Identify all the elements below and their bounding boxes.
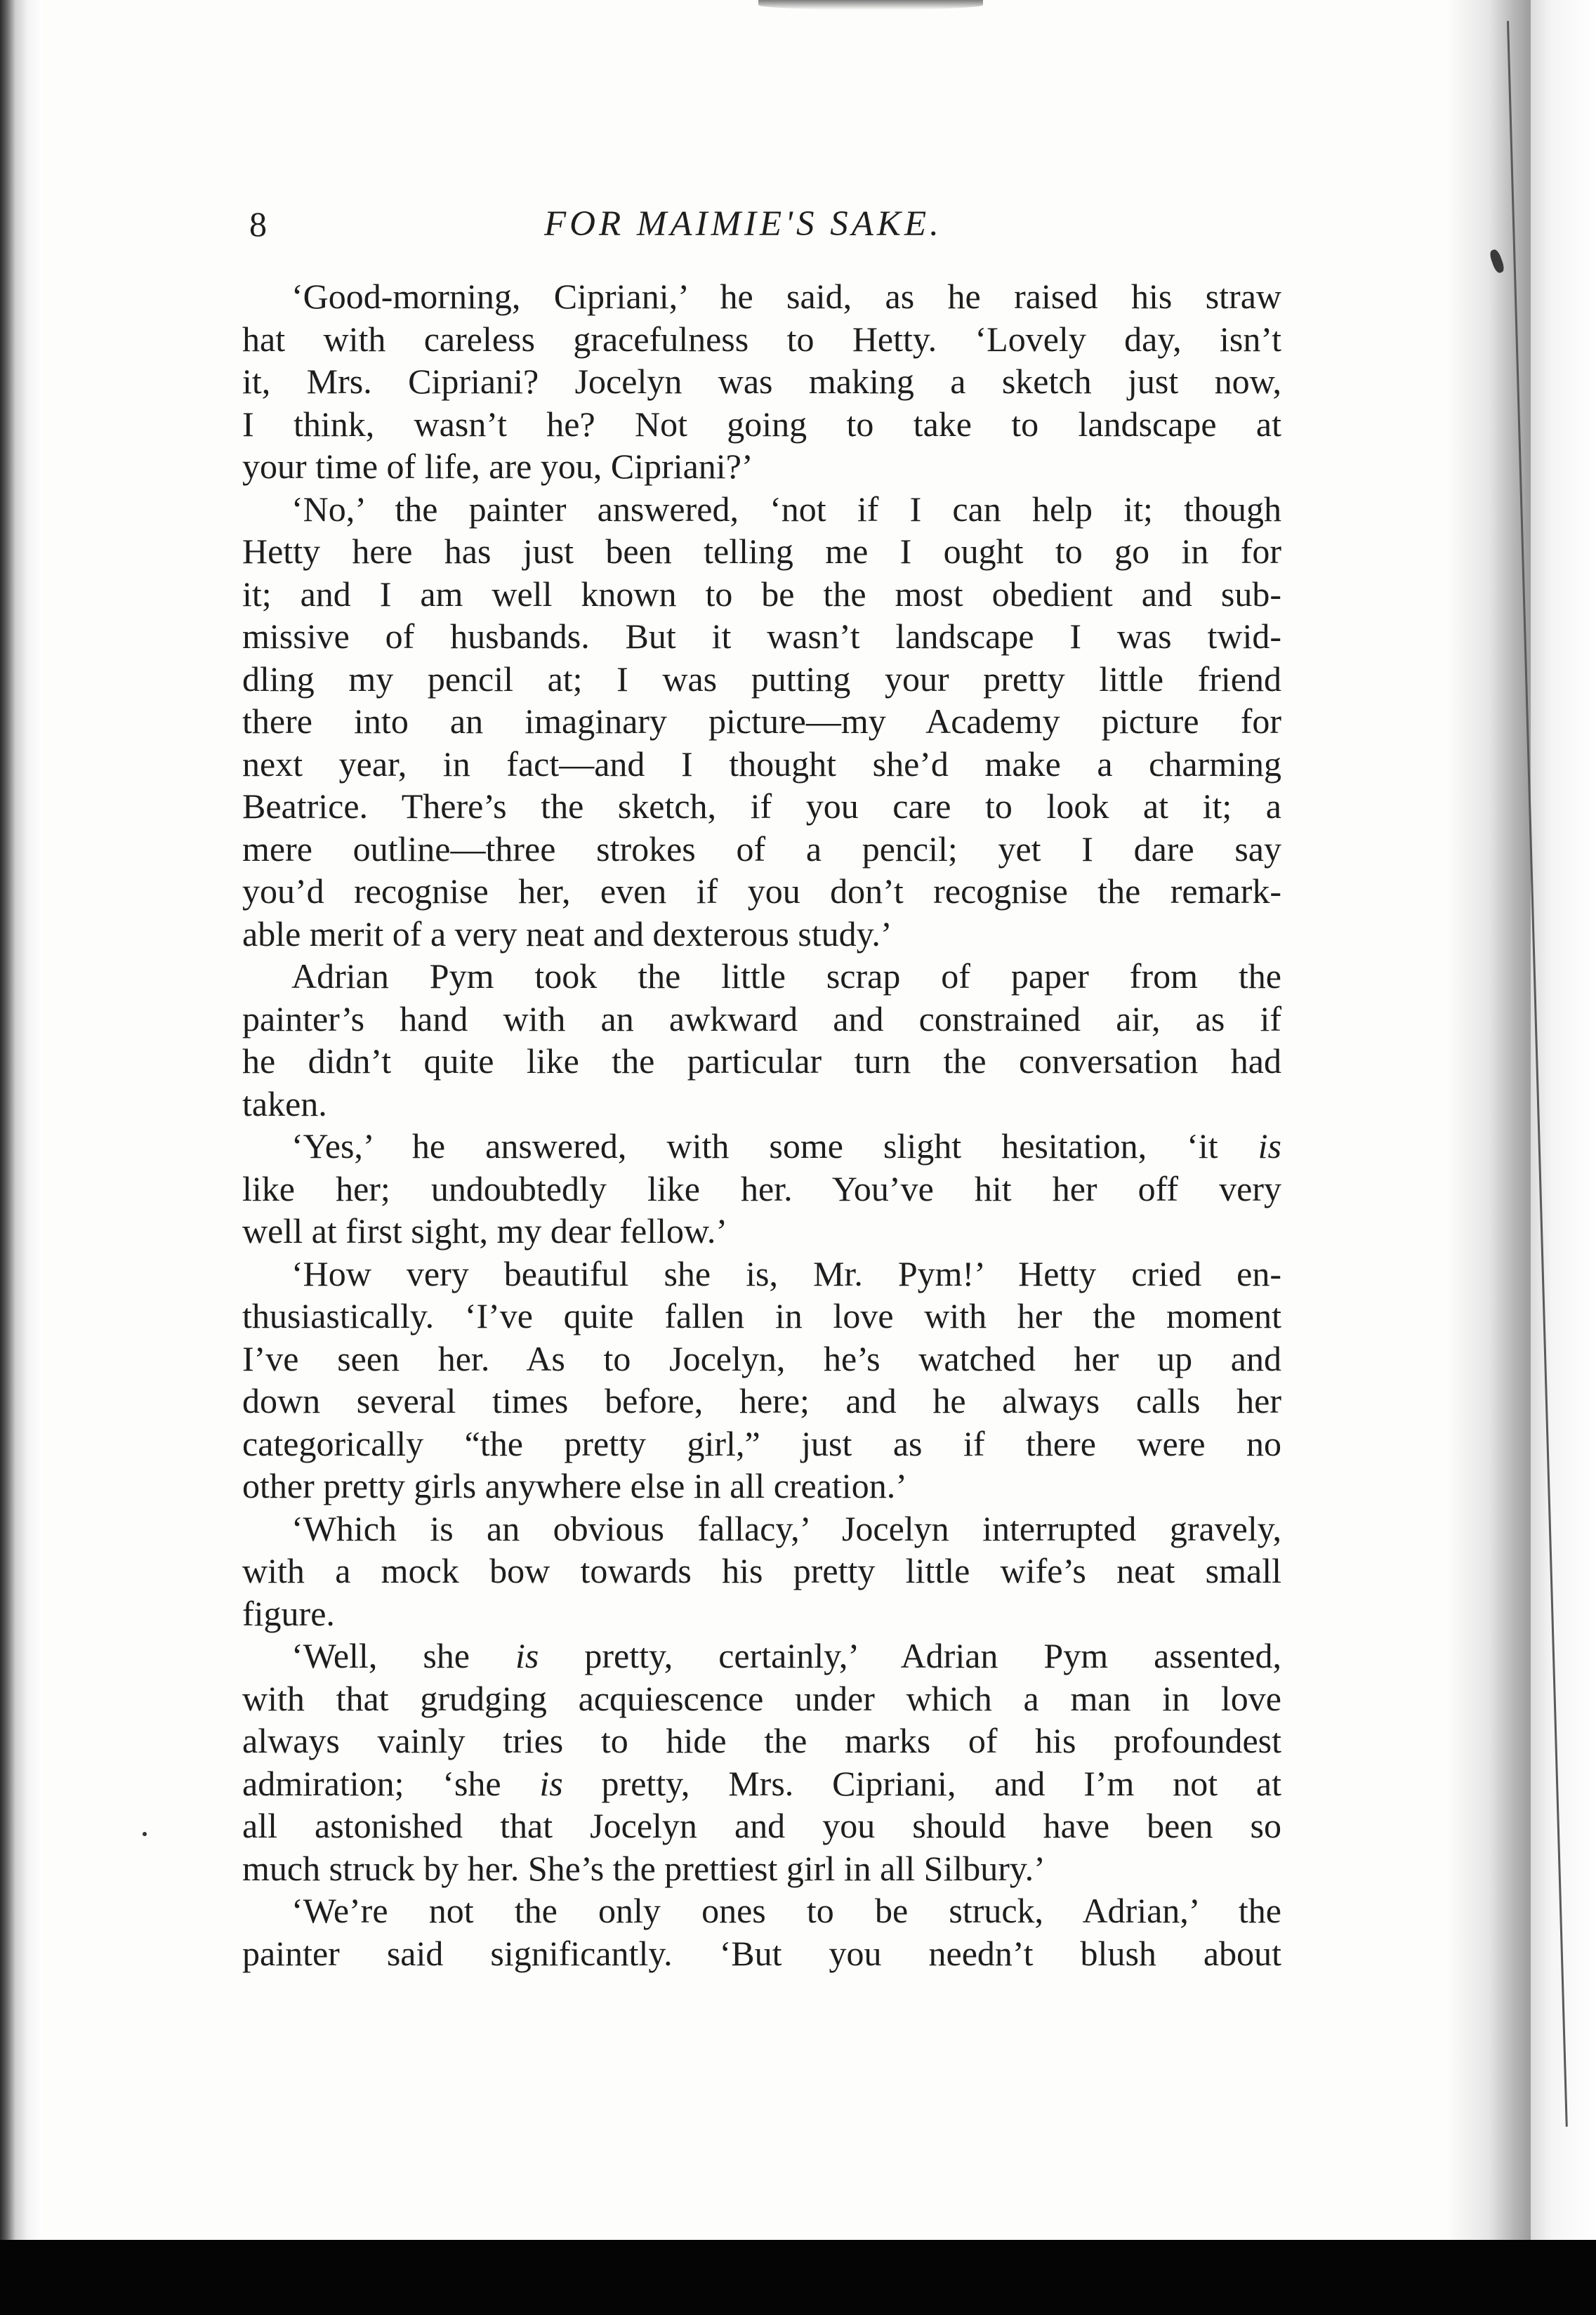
text-line: with that grudging acquiescence under which a man in love [242,1678,1281,1718]
text-line: taken. [242,1083,327,1123]
text-line: mere outline—three strokes of a pencil; yet I dare say [242,829,1281,869]
text-line: always vainly tries to hide the marks of his profoundest [242,1721,1281,1760]
text-line: ‘Well, she is pretty, certainly,’ Adrian Pym assented, [291,1636,1281,1675]
text-line: able merit of a very neat and dexterous study.’ [242,914,892,954]
text-line: ‘Which is an obvious fallacy,’ Jocelyn interrupted gravely, [291,1508,1281,1548]
text-line: there into an imaginary picture—my Academy picture for [242,701,1281,741]
running-header [249,202,1285,246]
text-line: Hetty here has just been telling me I ought to go in for [242,532,1281,571]
text-line: I’ve seen her. As to Jocelyn, he’s watched her up and [242,1338,1281,1378]
text-line: much struck by her. She’s the prettiest girl in all Silbury.’ [242,1848,1046,1888]
text-line: figure. [242,1593,335,1633]
text-line: well at first sight, my dear fellow.’ [242,1211,728,1251]
text-line: it; and I am well known to be the most obedient and sub- [242,574,1281,614]
text-line: you’d recognise her, even if you don’t recognise the remark- [242,871,1281,911]
text-line: categorically “the pretty girl,” just as if there were no [242,1423,1281,1463]
text-line: painter’s hand with an awkward and constrained air, as if [242,998,1281,1038]
text-line: admiration; ‘she is pretty, Mrs. Cipriani, and I’m not at [242,1763,1281,1803]
text-line: missive of husbands. But it wasn’t landscape I was twid- [242,616,1281,656]
scanner-bottom-band [0,2240,1596,2315]
text-line: dling my pencil at; I was putting your pretty little friend [242,659,1281,699]
text-line: I think, wasn’t he? Not going to take to landscape at [242,404,1281,444]
text-line: ‘How very beautiful she is, Mr. Pym!’ Hetty cried en- [291,1253,1281,1293]
text-line: hat with careless gracefulness to Hetty. ‘Lovely day, isn’t [242,319,1281,359]
running-title: FOR MAIMIE'S SAKE. [544,204,942,244]
text-line: ‘We’re not the only ones to be struck, Adrian,’ the [291,1891,1281,1930]
text-line: it, Mrs. Cipriani? Jocelyn was making a sketch just now, [242,362,1281,401]
text-line: Adrian Pym took the little scrap of paper from the [291,956,1281,996]
text-line: next year, in fact—and I thought she’d make a charming [242,744,1281,784]
text-line: your time of life, are you, Cipriani?’ [242,447,753,486]
page-edge-shadow [1446,0,1531,2240]
text-line: like her; undoubtedly like her. You’ve hit her off very [242,1168,1281,1208]
ink-speck [143,1832,147,1836]
text-line: Beatrice. There’s the sketch, if you care to look at it; a [242,786,1281,826]
text-line: all astonished that Jocelyn and you should have been so [242,1806,1281,1845]
text-line: with a mock bow towards his pretty little wife’s neat small [242,1551,1281,1590]
text-line: thusiastically. ‘I’ve quite fallen in love with her the moment [242,1296,1281,1335]
text-line: ‘Good-morning, Cipriani,’ he said, as he raised his straw [291,277,1281,316]
page-number: 8 [249,204,268,244]
text-line: ‘No,’ the painter answered, ‘not if I can help it; though [291,489,1281,529]
scan-smudge [758,0,983,10]
facing-page-edge [1531,0,1596,2240]
text-line: painter said significantly. ‘But you needn’t blush about [242,1933,1281,1973]
text-line: down several times before, here; and he always calls her [242,1381,1281,1420]
binding-gutter [0,0,44,2240]
text-line: he didn’t quite like the particular turn the conversation had [242,1041,1281,1081]
text-line: other pretty girls anywhere else in all creation.’ [242,1466,907,1505]
body-text [242,275,1281,1974]
text-line: ‘Yes,’ he answered, with some slight hesitation, ‘it is [291,1126,1281,1166]
